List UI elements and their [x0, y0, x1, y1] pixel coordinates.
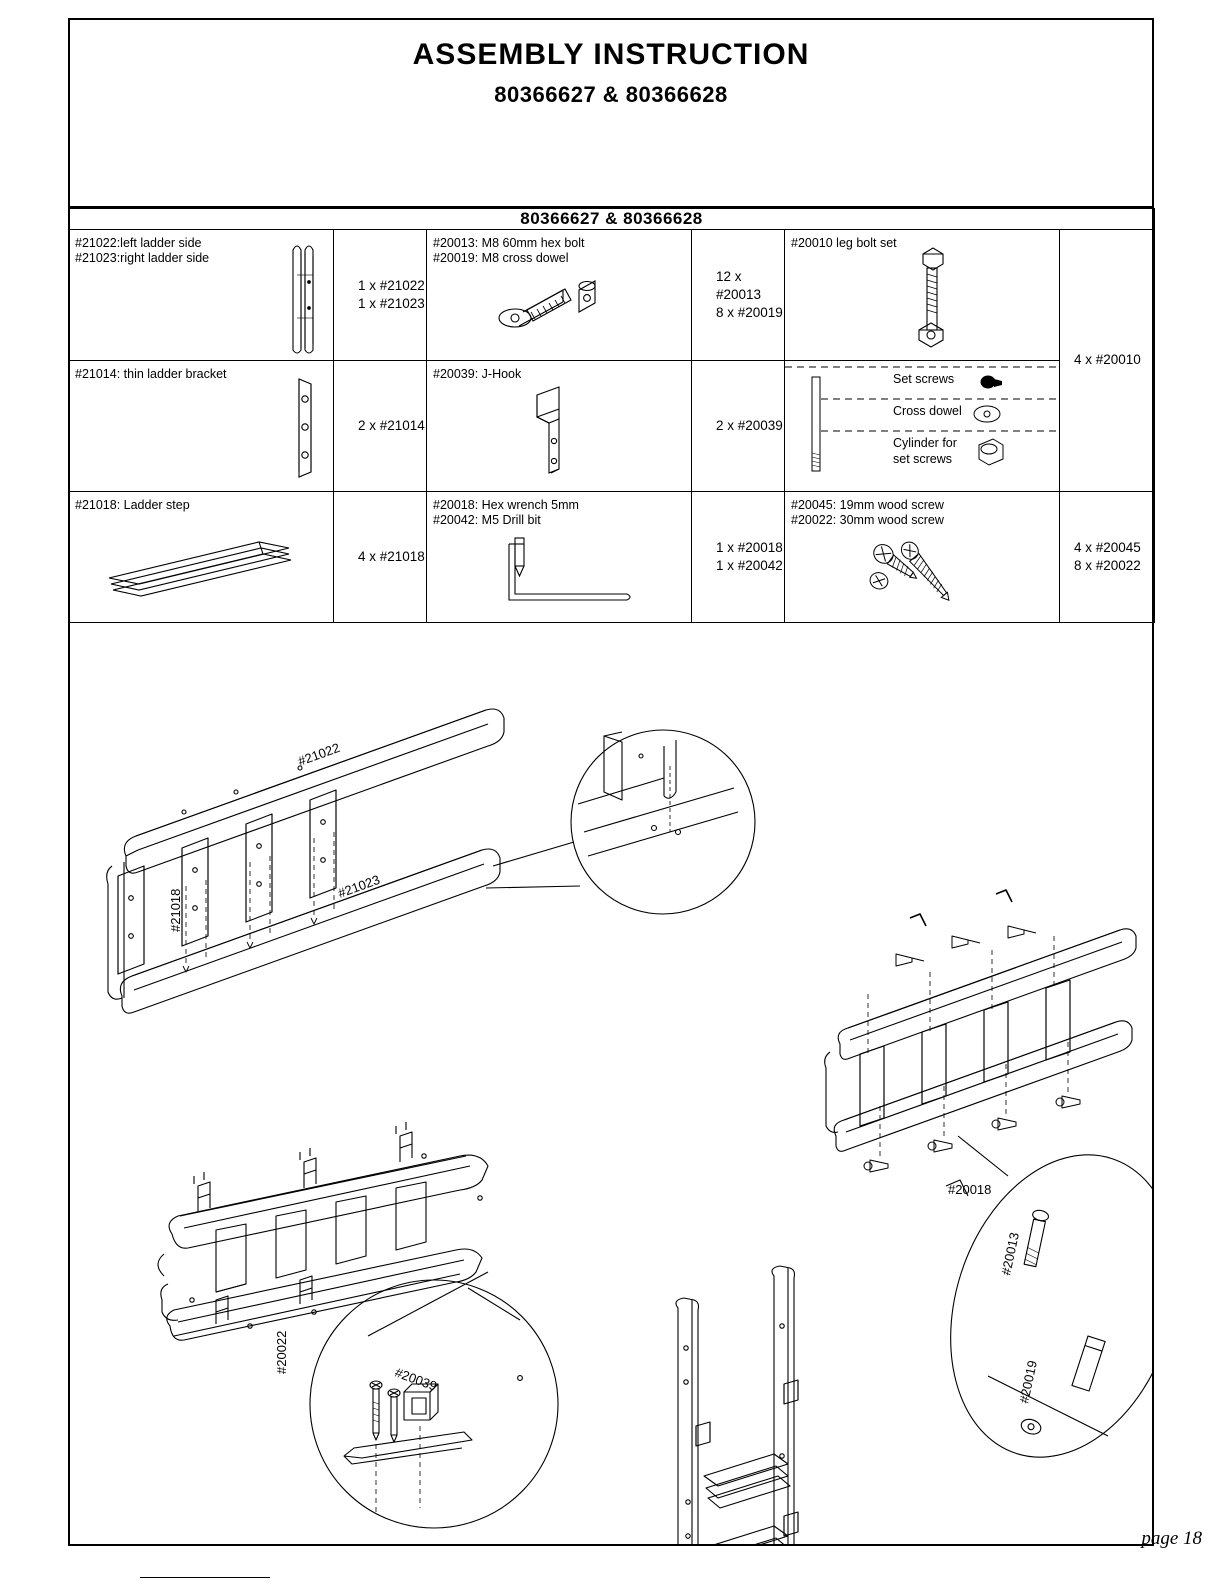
part-label: #20013: M8 60mm hex bolt — [433, 236, 585, 250]
qty-line: 1 x #20018 — [716, 540, 783, 555]
part-label: #20042: M5 Drill bit — [433, 513, 541, 527]
part-label: #21022:left ladder side — [75, 236, 202, 250]
part-cell-leg-bolt-set — [785, 230, 1060, 361]
callout-label: #21023 — [335, 871, 382, 901]
legend-label-set-screws: Set screws — [893, 372, 955, 386]
qty-line: 8 x #20019 — [716, 305, 783, 320]
assembly-diagram — [68, 636, 1154, 1546]
qty-cell-ladder-sides — [334, 230, 427, 361]
part-label: #21018: Ladder step — [75, 498, 190, 512]
legend-label-cylinder-2: set screws — [893, 452, 953, 466]
parts-table-header: 80366627 & 80366628 — [69, 209, 1155, 230]
part-label: #20010 leg bolt set — [791, 236, 897, 250]
table-header-row — [69, 209, 1155, 230]
callout-label: #21022 — [295, 739, 342, 769]
part-cell-ladder-sides — [69, 230, 334, 361]
qty-cell-leg-bolt-set — [1060, 230, 1155, 492]
qty-cell-ladder-step — [334, 492, 427, 623]
part-label: #20018: Hex wrench 5mm — [433, 498, 579, 512]
page-number: page 18 — [1141, 1528, 1202, 1549]
part-label: #20039: J-Hook — [433, 367, 522, 381]
part-cell-j-hook — [427, 361, 692, 492]
qty-cell-hex-bolt — [692, 230, 785, 361]
qty-line: 1 x #21022 — [358, 278, 425, 293]
qty-line: 2 x #21014 — [358, 418, 425, 433]
part-label: #20045: 19mm wood screw — [791, 498, 944, 512]
part-label: #21023:right ladder side — [75, 251, 210, 265]
part-cell-ladder-step — [69, 492, 334, 623]
qty-cell-wrench-drill — [692, 492, 785, 623]
qty-line: 8 x #20022 — [1074, 558, 1141, 573]
page-subtitle: 80366627 & 80366628 — [494, 82, 728, 107]
legend-label-cross-dowel: Cross dowel — [893, 404, 962, 418]
part-cell-wood-screws — [785, 492, 1060, 623]
qty-cell-wood-screws — [1060, 492, 1155, 623]
qty-line: 12 x #20013 — [716, 269, 762, 302]
qty-line: 1 x #21023 — [358, 296, 425, 311]
part-label: #20019: M8 cross dowel — [433, 251, 569, 265]
page-title: ASSEMBLY INSTRUCTION — [412, 38, 810, 71]
callout-label: #20039 — [392, 1364, 439, 1394]
part-label: #21014: thin ladder bracket — [75, 367, 227, 381]
leg-bolt-legend-icon — [785, 361, 1059, 491]
table-row — [69, 230, 1155, 361]
part-label: #20022: 30mm wood screw — [791, 513, 944, 527]
qty-cell-thin-bracket — [334, 361, 427, 492]
footer-divider — [140, 1577, 270, 1578]
table-row — [69, 361, 1155, 492]
callout-label: #20018 — [948, 1182, 992, 1197]
parts-table — [68, 208, 1155, 623]
callout-label: #20019 — [1016, 1359, 1040, 1405]
callout-label: #20013 — [998, 1231, 1022, 1277]
qty-line: 4 x #20045 — [1074, 540, 1141, 555]
part-cell-thin-bracket — [69, 361, 334, 492]
title-block — [68, 18, 1154, 208]
qty-line: 4 x #20010 — [1074, 352, 1141, 367]
callout-label: #20022 — [274, 1330, 289, 1374]
qty-cell-j-hook — [692, 361, 785, 492]
part-cell-hex-bolt — [427, 230, 692, 361]
qty-line: 4 x #21018 — [358, 549, 425, 564]
table-row — [69, 492, 1155, 623]
qty-line: 2 x #20039 — [716, 418, 783, 433]
part-cell-wrench-drill — [427, 492, 692, 623]
part-cell-leg-bolt-legend — [785, 361, 1060, 492]
assembly-diagram-svg — [68, 636, 1154, 1546]
qty-line: 1 x #20042 — [716, 558, 783, 573]
legend-label-cylinder-1: Cylinder for — [893, 436, 957, 450]
callout-label: #21018 — [168, 888, 183, 932]
